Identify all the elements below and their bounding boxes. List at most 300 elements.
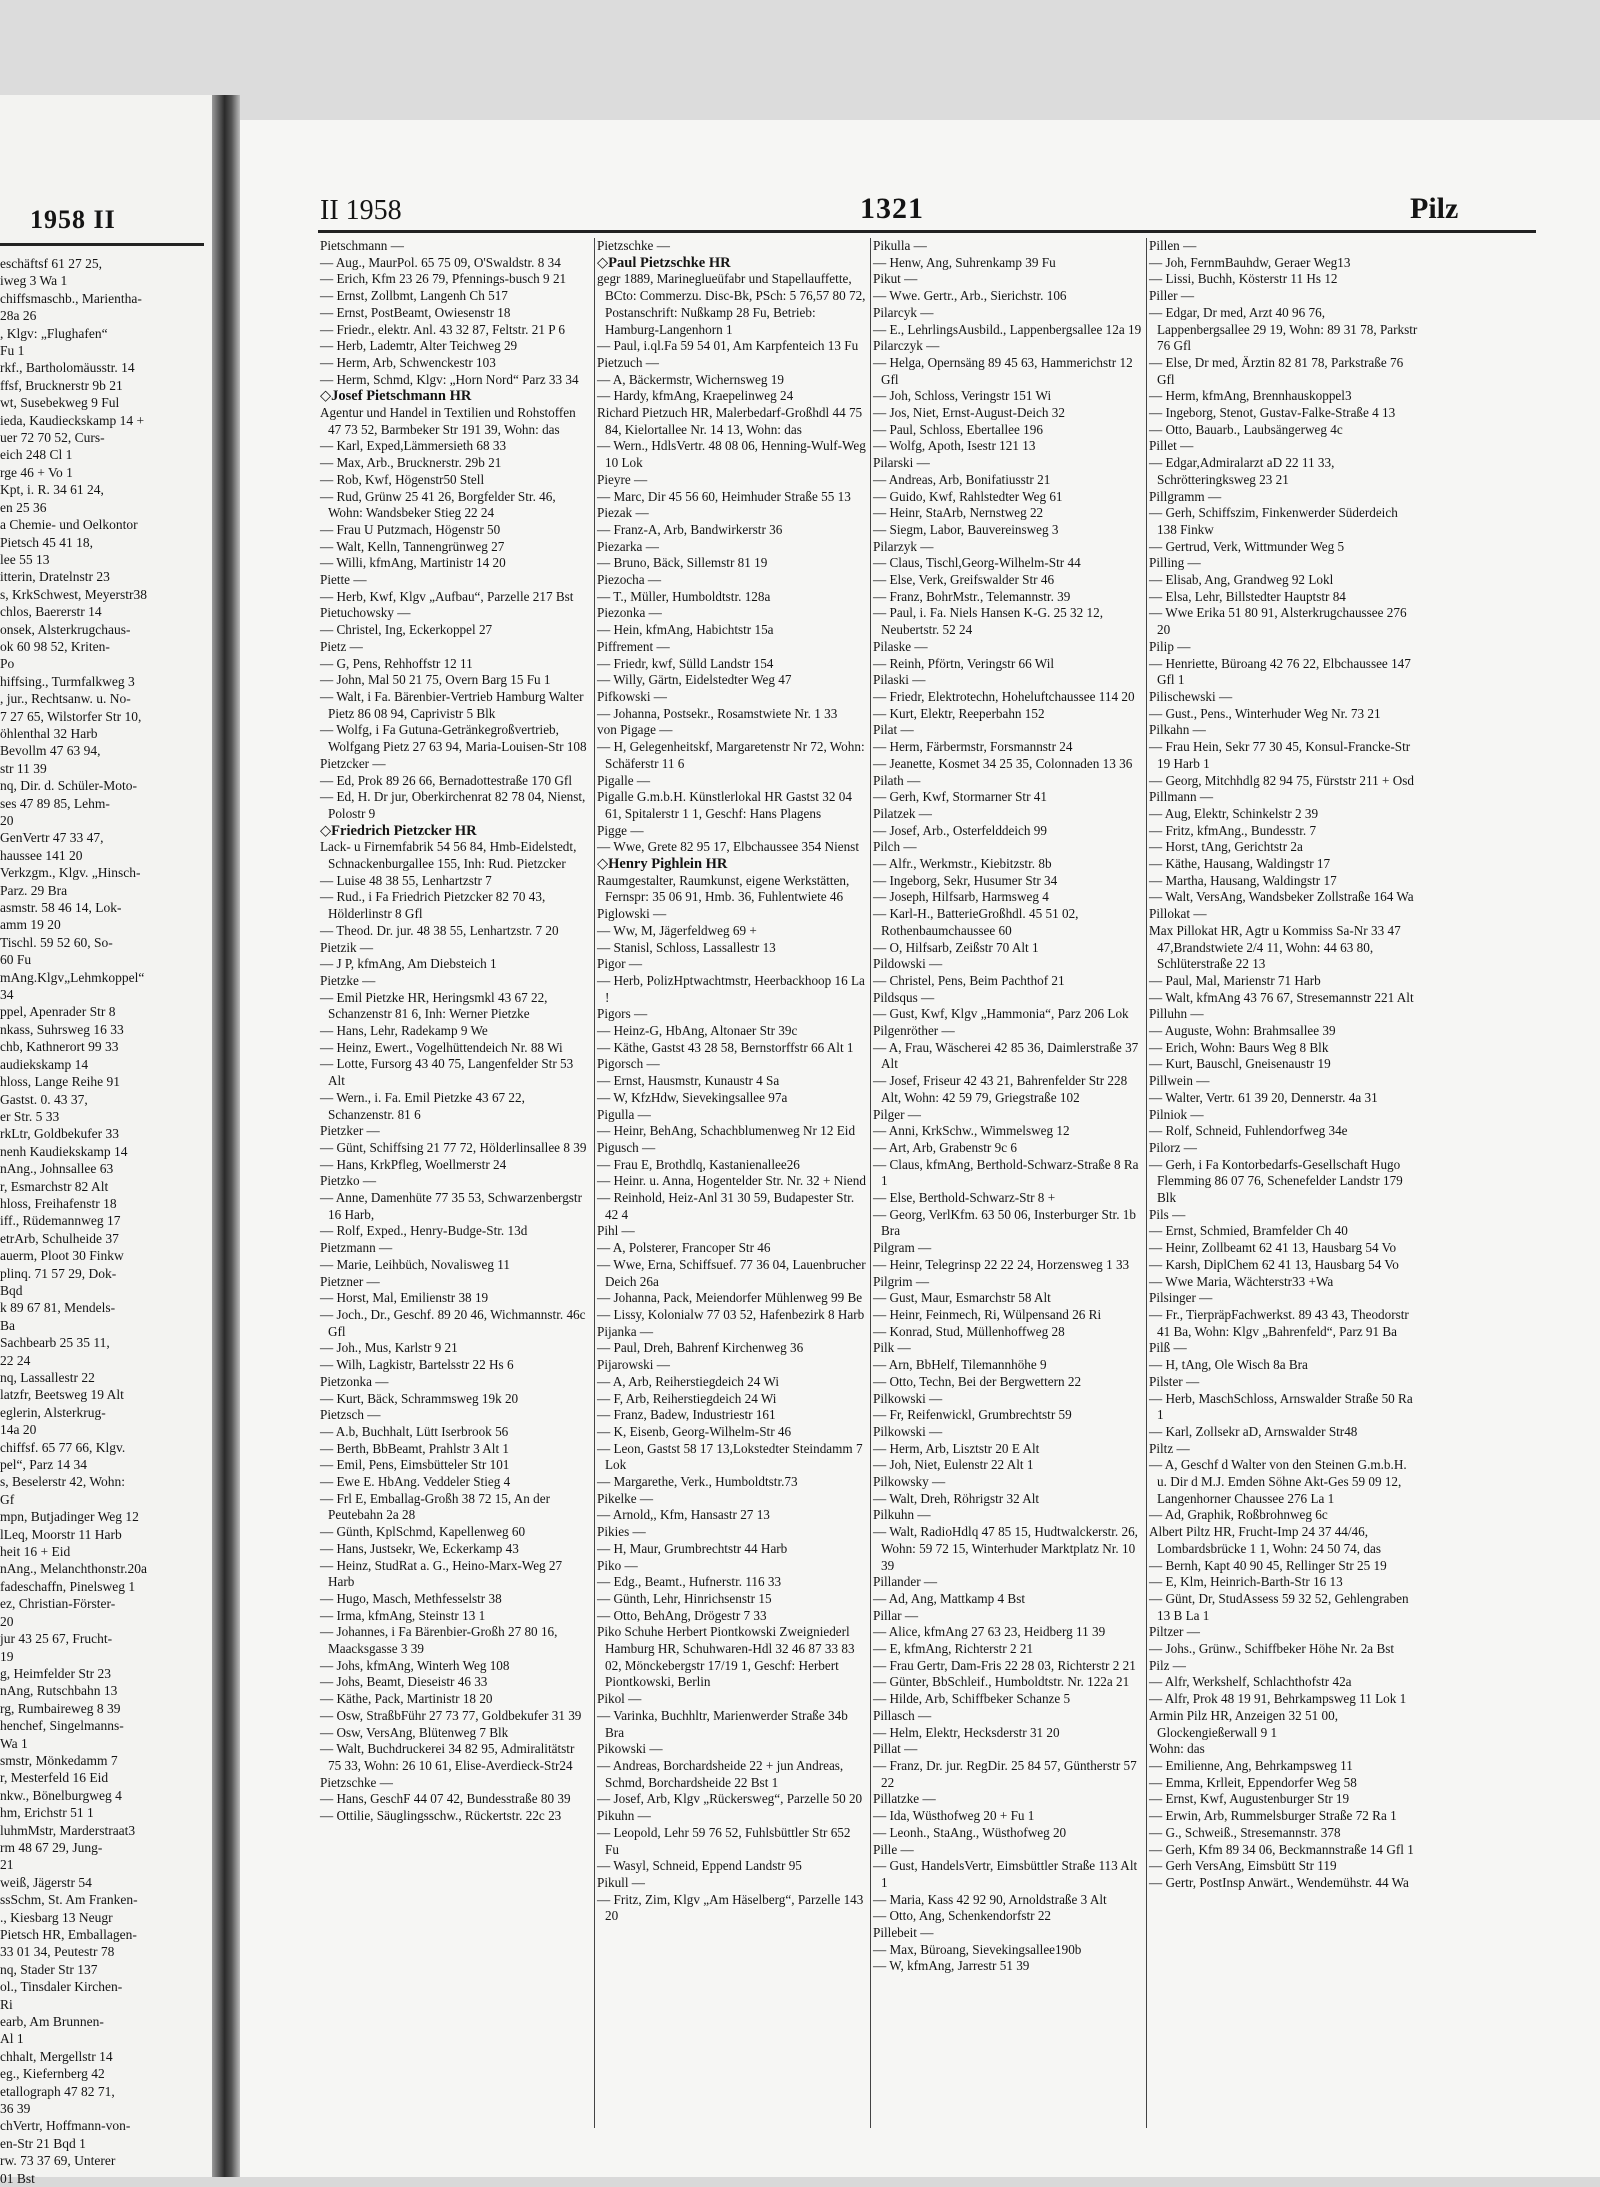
directory-entry: — Rud., i Fa Friedrich Pietzcker 82 70 43, Hölderlinstr 8 Gfl (320, 889, 546, 922)
surname-heading: von Pigage — (597, 722, 673, 738)
facing-page-line: 20 (0, 1613, 14, 1629)
directory-entry: — Ed, H. Dr jur, Oberkirchenrat 82 78 04, Nienst, Polostr 9 (320, 789, 586, 821)
directory-entry: — Hugo, Masch, Methfesselstr 38 (320, 1590, 502, 1606)
facing-page-line: pel“, Parz 14 34 (0, 1457, 87, 1473)
facing-page-line: mpn, Butjadinger Weg 12 (0, 1509, 139, 1525)
surname-heading: Piglowski — (597, 906, 667, 922)
directory-entry: — K, Eisenb, Georg-Wilhelm-Str 46 (597, 1423, 792, 1439)
facing-page-line: öhlenthal 32 Harb (0, 725, 98, 741)
directory-entry: — Wwe Maria, Wächterstr33 +Wa (1149, 1273, 1334, 1289)
directory-entry: — Stanisl, Schloss, Lassallestr 13 (597, 939, 776, 955)
facing-page-line: eglerin, Alsterkrug- (0, 1404, 106, 1420)
directory-entry: gegr 1889, Marineglueüfabr und Stapellauffette, BCto: Commerzu. Disc-Bk, PSch: 5 76,57 80 72, Postanschrift: Nußkamp 28 Fu, Betrieb: Hamburg-Langenhorn 1 (597, 271, 866, 337)
surname-heading: Pilorz — (1149, 1139, 1197, 1155)
directory-entry: — Walter, Vertr. 61 39 20, Dennerstr. 4a 31 (1149, 1089, 1378, 1105)
directory-entry: — Franz, BohrMstr., Telemannstr. 39 (873, 588, 1071, 604)
directory-entry: Max Pillokat HR, Agtr u Kommiss Sa-Nr 33 47 47,Brandstwiete 2/4 11, Wohn: 44 63 80, Schlüterstraße 22 13 (1149, 922, 1401, 972)
surname-heading: Pijanka — (597, 1323, 654, 1339)
surname-heading: Pifkowski — (597, 688, 667, 704)
directory-entry: — Paul, Dreh, Bahrenf Kirchenweg 36 (597, 1340, 804, 1356)
directory-entry: — Bernh, Kapt 40 90 45, Rellinger Str 25 19 (1149, 1557, 1387, 1573)
surname-heading: Pilkowsky — (873, 1474, 946, 1490)
directory-entry: — Käthe, Gastst 43 28 58, Bernstorffstr 66 Alt 1 (597, 1039, 854, 1055)
directory-entry: — Gust, Maur, Esmarchstr 58 Alt (873, 1290, 1051, 1306)
facing-page-line: ., Kiesbarg 13 Neugr (0, 1909, 113, 1925)
directory-entry: — Maria, Kass 42 92 90, Arnoldstraße 3 Alt (873, 1891, 1107, 1907)
directory-entry: — Herm, Arb, Schwenckestr 103 (320, 354, 496, 370)
facing-page-line: nAng., Johnsallee 63 (0, 1161, 114, 1177)
surname-heading: Pietzcker — (320, 755, 386, 771)
directory-entry: — Fritz, kfmAng., Bundesstr. 7 (1149, 822, 1317, 838)
directory-entry: — Wolfg, Apoth, Isestr 121 13 (873, 438, 1036, 454)
facing-page-line: nkass, Suhrsweg 16 33 (0, 1021, 124, 1037)
directory-entry: — Joseph, Hilfsarb, Harmsweg 4 (873, 889, 1049, 905)
directory-entry: — Frau Hein, Sekr 77 30 45, Konsul-Francke-Str 19 Harb 1 (1149, 739, 1411, 771)
directory-entry: — Helga, Opernsäng 89 45 63, Hammerichstr 12 Gfl (873, 354, 1133, 387)
facing-page-line: chhalt, Mergellstr 14 (0, 2048, 113, 2064)
surname-heading: Piltzer — (1149, 1624, 1200, 1640)
surname-heading: Piffrement — (597, 638, 670, 654)
directory-entry: — Arnold,, Kfm, Hansastr 27 13 (597, 1507, 770, 1523)
directory-entry: — O, Hilfsarb, Zeißstr 70 Alt 1 (873, 939, 1039, 955)
directory-entry: — Wilh, Lagkistr, Bartelsstr 22 Hs 6 (320, 1357, 514, 1373)
directory-entry: — A, Geschf d Walter von den Steinen G.m.b.H. u. Dir d M.J. Emden Söhne Akt-Ges 59 09 12, Langenhorner Chaussee 276 La 1 (1149, 1457, 1407, 1506)
surname-heading: Pihl — (597, 1223, 635, 1239)
facing-page-line: Bevollm 47 63 94, (0, 743, 101, 759)
directory-entry: Lack- u Firnemfabrik 54 56 84, Hmb-Eidelstedt, Schnackenburgallee 155, Inh: Rud. Pietzcker (320, 839, 577, 872)
directory-entry: — Karl, Zollsekr aD, Arnswalder Str48 (1149, 1423, 1358, 1439)
facing-page-line: er Str. 5 33 (0, 1108, 60, 1124)
surname-heading: Pietzmann — (320, 1240, 393, 1256)
directory-entry: Richard Pietzuch HR, Malerbedarf-Großhdl 44 75 84, Kielortallee Nr. 14 13, Wohn: das (597, 405, 863, 437)
facing-page-line: nenh Kaudiekskamp 14 (0, 1143, 128, 1159)
directory-entry: — Gust, Kwf, Klgv „Hammonia“, Parz 206 Lok (873, 1006, 1129, 1022)
directory-column-2 (594, 238, 867, 2128)
header-rule (318, 230, 1536, 233)
running-head: Pilz (1410, 192, 1459, 225)
directory-entry: — Willy, Gärtn, Eidelstedter Weg 47 (597, 672, 792, 688)
directory-entry: — Fritz, Zim, Klgv „Am Häselberg“, Parzelle 143 20 (597, 1891, 864, 1924)
directory-entry: — A, Arb, Reiherstiegdeich 24 Wi (597, 1373, 779, 1389)
facing-page-line: ol., Tinsdaler Kirchen- (0, 1979, 123, 1995)
facing-page-line: Fu 1 (0, 343, 25, 359)
facing-page-line: Bqd (0, 1282, 23, 1298)
directory-entry: — Ad, Graphik, Roßbrohnweg 6c (1149, 1507, 1328, 1523)
directory-entry: — Johanna, Postsekr., Rosamstwiete Nr. 1 33 (597, 705, 838, 721)
directory-entry: — Frau Gertr, Dam-Fris 22 28 03, Richterstr 2 21 (873, 1657, 1136, 1673)
facing-page-line: 22 24 (0, 1352, 31, 1368)
directory-entry: — Kurt, Elektr, Reeperbahn 152 (873, 705, 1045, 721)
directory-entry: — Gerh, i Fa Kontorbedarfs-Gesellschaft Hugo Flemming 86 07 76, Schenefelder Landstr 179 Blk (1149, 1156, 1403, 1206)
directory-entry: — Franz, Badew, Industriestr 161 (597, 1407, 776, 1423)
directory-entry: — Wwe, Erna, Schiffsuef. 77 36 04, Lauenbrucher Deich 26a (597, 1256, 866, 1289)
facing-page-line: mAng.Klgv„Lehmkoppel“ (0, 969, 145, 985)
facing-page-line: en 25 36 (0, 499, 47, 515)
directory-entry: — H, tAng, Ole Wisch 8a Bra (1149, 1357, 1308, 1373)
surname-heading: Pieyre — (597, 471, 648, 487)
surname-heading: Pigorsch — (597, 1056, 660, 1072)
facing-page-line: iweg 3 Wa 1 (0, 273, 68, 289)
directory-entry: — Ernst, Zollbmt, Langenh Ch 517 (320, 288, 508, 304)
facing-page-line: ppel, Apenrader Str 8 (0, 1004, 116, 1020)
surname-heading: Pietzsch — (320, 1407, 381, 1423)
directory-entry: — E, Klm, Heinrich-Barth-Str 16 13 (1149, 1574, 1343, 1590)
surname-heading: Pilarzyk — (873, 538, 934, 554)
directory-entry: — Paul, i.ql.Fa 59 54 01, Am Karpfenteich 13 Fu (597, 338, 859, 354)
directory-entry: — Otto, Techn, Bei der Bergwettern 22 (873, 1373, 1082, 1389)
section-header: II 1958 (320, 195, 402, 226)
facing-page-line: a Chemie- und Oelkontor (0, 517, 138, 533)
facing-page-line: etallograph 47 82 71, (0, 2083, 115, 2099)
surname-heading: Pildowski — (873, 956, 943, 972)
facing-page-line: k 89 67 81, Mendels- (0, 1300, 116, 1316)
facing-page-line: 33 01 34, Peutestr 78 (0, 1944, 115, 1960)
directory-entry: — Art, Arb, Grabenstr 9c 6 (873, 1139, 1017, 1155)
directory-entry: — Aug., MaurPol. 65 75 09, O'Swaldstr. 8 34 (320, 254, 561, 270)
facing-page-line: asmstr. 58 46 14, Lok- (0, 900, 122, 916)
facing-page-line: rge 46 + Vo 1 (0, 464, 73, 480)
directory-entry: — Aug, Elektr, Schinkelstr 2 39 (1149, 805, 1319, 821)
directory-entry: — Bruno, Bäck, Sillemstr 81 19 (597, 555, 768, 571)
directory-entry: — Max, Büroang, Sievekingsallee190b (873, 1941, 1082, 1957)
surname-heading: Pilarczyk — (873, 338, 940, 354)
directory-entry: — Leon, Gastst 58 17 13,Lokstedter Steindamm 7 Lok (597, 1440, 863, 1473)
directory-entry: — Erich, Kfm 23 26 79, Pfennings-busch 9 21 (320, 271, 567, 287)
directory-entry: — Lissy, Kolonialw 77 03 52, Hafenbezirk 8 Harb (597, 1307, 865, 1322)
facing-page-line: hm, Erichstr 51 1 (0, 1805, 94, 1821)
surname-heading: Pietzko — (320, 1173, 377, 1189)
directory-entry: — Max, Arb., Brucknerstr. 29b 21 (320, 455, 502, 471)
directory-entry: — Gerh, Kwf, Stormarner Str 41 (873, 789, 1047, 805)
directory-entry: Agentur und Handel in Textilien und Rohstoffen 47 73 52, Barmbeker Str 191 39, Wohn: das (320, 405, 576, 437)
facing-page-line: henchef, Singelmanns- (0, 1718, 124, 1734)
company-entry: ◇ Josef Pietschmann HR (318, 388, 590, 405)
directory-entry: — Wolfg, i Fa Gutuna-Getränkegroßvertrieb, Wolfgang Pietz 27 63 94, Maria-Louisen-Str 108 (320, 722, 587, 755)
surname-heading: Pilgenröther — (873, 1023, 955, 1039)
directory-entry: — Alice, kfmAng 27 63 23, Heidberg 11 39 (873, 1624, 1106, 1640)
surname-heading: Pietzuch — (597, 354, 659, 370)
directory-entry: — Heinr, Feinmech, Ri, Wülpensand 26 Ri (873, 1307, 1102, 1322)
directory-entry: — Gerh VersAng, Eimsbütt Str 119 (1149, 1858, 1337, 1874)
directory-entry: — Paul, i. Fa. Niels Hansen K-G. 25 32 12, Neubertstr. 52 24 (873, 605, 1104, 638)
directory-entry: — Franz-A, Arb, Bandwirkerstr 36 (597, 521, 783, 537)
directory-entry: Wohn: das (1149, 1741, 1205, 1757)
directory-entry: — Elisab, Ang, Grandweg 92 Lokl (1149, 572, 1334, 588)
facing-page-line: Kpt, i. R. 34 61 24, (0, 482, 104, 498)
directory-entry: — Georg, Mitchhdlg 82 94 75, Fürststr 211 + Osd (1149, 772, 1414, 788)
surname-heading: Pilkowski — (873, 1390, 943, 1406)
facing-page-line: rg, Rumbaireweg 8 39 (0, 1700, 121, 1716)
directory-entry: — Ww, M, Jägerfeldweg 69 + (597, 922, 757, 938)
facing-page-line: Al 1 (0, 2031, 24, 2047)
directory-entry: — Hans, Justsekr, We, Eckerkamp 43 (320, 1540, 519, 1556)
facing-page-line: ffsf, Brucknerstr 9b 21 (0, 377, 123, 393)
directory-entry: — Wwe Erika 51 80 91, Alsterkrugchaussee 276 20 (1149, 605, 1407, 638)
facing-page-line: , jur., Rechtsanw. u. No- (0, 691, 131, 707)
directory-entry: — Heinr, BehAng, Schachblumenweg Nr 12 Eid (597, 1123, 856, 1139)
surname-heading: Pilarcyk — (873, 304, 934, 320)
surname-heading: Pigor — (597, 956, 643, 972)
directory-entry: — Margarethe, Verk., Humboldtstr.73 (597, 1474, 798, 1490)
surname-heading: Pilgram — (873, 1240, 932, 1256)
directory-entry: — Arn, BbHelf, Tilemannhöhe 9 (873, 1357, 1047, 1373)
facing-page-line: hloss, Lange Reihe 91 (0, 1074, 120, 1090)
surname-heading: Pilgrim — (873, 1273, 930, 1289)
directory-entry: — Alfr, Prok 48 19 91, Behrkampsweg 11 Lok 1 (1149, 1691, 1407, 1707)
directory-entry: — H, Maur, Grumbrechtstr 44 Harb (597, 1540, 788, 1556)
directory-entry: — Varinka, Buchhltr, Marienwerder Straße 34b Bra (597, 1707, 848, 1740)
directory-entry: — Willi, kfmAng, Martinistr 14 20 (320, 555, 506, 571)
surname-heading: Pigalle — (597, 772, 651, 788)
facing-page-line: nAng, Rutschbahn 13 (0, 1683, 118, 1699)
facing-page-line: ez, Christian-Förster- (0, 1596, 116, 1612)
directory-entry: — Gertr, PostInsp Anwärt., Wendemühstr. 44 Wa (1149, 1874, 1409, 1890)
directory-entry: — Hans, Lehr, Radekamp 9 We (320, 1023, 488, 1039)
directory-entry: — Herb, Lademtr, Alter Teichweg 29 (320, 338, 518, 354)
facing-page-line: auerm, Ploot 30 Finkw (0, 1248, 124, 1264)
surname-heading: Piezak — (597, 505, 649, 521)
directory-entry: — Ernst, Hausmstr, Kunaustr 4 Sa (597, 1073, 780, 1089)
directory-entry: — Ernst, Kwf, Augustenburger Str 19 (1149, 1791, 1350, 1807)
directory-entry: — Marie, Leihbüch, Novalisweg 11 (320, 1256, 510, 1272)
facing-page-column (0, 255, 204, 2186)
directory-entry: — A, Bäckermstr, Wichernsweg 19 (597, 371, 784, 387)
facing-page-line: nq, Lassallestr 22 (0, 1370, 95, 1385)
facing-page-line: weiß, Jägerstr 54 (0, 1874, 92, 1890)
surname-heading: Piette — (320, 572, 367, 588)
facing-page-line: GenVertr 47 33 47, (0, 830, 104, 846)
surname-heading: Pillwein — (1149, 1073, 1210, 1089)
facing-page-line: Po (0, 656, 15, 672)
directory-entry: — Josef, Arb., Osterfelddeich 99 (873, 822, 1047, 838)
directory-entry: — Hardy, kfmAng, Kraepelinweg 24 (597, 388, 794, 404)
directory-entry: — Herb, Kwf, Klgv „Aufbau“, Parzelle 217 Bst (320, 588, 574, 604)
surname-heading: Pillokat — (1149, 906, 1207, 922)
directory-entry: — Johs., Grünw., Schiffbeker Höhe Nr. 2a Bst (1149, 1641, 1395, 1657)
directory-entry: — Herb, MaschSchloss, Arnswalder Straße 50 Ra 1 (1149, 1390, 1413, 1423)
directory-entry: — Emilienne, Ang, Behrkampsweg 11 (1149, 1757, 1353, 1773)
directory-entry: — Gerh, Kfm 89 34 06, Beckmannstraße 14 Gfl 1 (1149, 1841, 1414, 1857)
directory-entry: — Andreas, Arb, Bonifatiusstr 21 (873, 471, 1051, 487)
directory-entry: — Wwe, Grete 82 95 17, Elbchaussee 354 Nienst (597, 839, 859, 855)
surname-heading: Pikies — (597, 1524, 646, 1540)
directory-entry: — Elsa, Lehr, Billstedter Hauptstr 84 (1149, 588, 1346, 604)
surname-heading: Pikowski — (597, 1741, 663, 1757)
surname-heading: Pilster — (1149, 1373, 1200, 1389)
surname-heading: Pietzner — (320, 1273, 380, 1289)
directory-entry: — F, Arb, Reiherstiegdeich 24 Wi (597, 1390, 777, 1406)
surname-heading: Piltz — (1149, 1440, 1190, 1456)
surname-heading: Pikull — (597, 1874, 645, 1890)
directory-entry: — Erwin, Arb, Rummelsburger Straße 72 Ra 1 (1149, 1808, 1397, 1824)
facing-page-line: r, Esmarchstr 82 Alt (0, 1178, 109, 1194)
directory-entry: — Kurt, Bauschl, Gneisenaustr 19 (1149, 1056, 1331, 1072)
directory-entry: Armin Pilz HR, Anzeigen 32 51 00, Glockengießerwall 9 1 (1149, 1707, 1339, 1740)
surname-heading: Pikulla — (873, 238, 927, 253)
directory-entry: — Käthe, Pack, Martinistr 18 20 (320, 1691, 493, 1707)
directory-entry: — Heinr, StaArb, Nernstweg 22 (873, 505, 1044, 521)
directory-entry: — Walt, RadioHdlq 47 85 15, Hudtwalckerstr. 26, Wohn: 59 72 15, Winterhuder Marktplatz Nr. 10 39 (873, 1524, 1138, 1573)
surname-heading: Pilaski — (873, 672, 926, 688)
surname-heading: Pillat — (873, 1741, 918, 1757)
directory-entry: — Jeanette, Kosmet 34 25 35, Colonnaden 13 36 (873, 755, 1133, 771)
facing-page-line: Parz. 29 Bra (0, 882, 68, 898)
directory-entry: — Friedr., elektr. Anl. 43 32 87, Feltstr. 21 P 6 (320, 321, 565, 337)
directory-entry: — Rolf, Schneid, Fuhlendorfweg 34e (1149, 1123, 1348, 1139)
directory-entry: — Reinhold, Heiz-Anl 31 30 59, Budapester Str. 42 4 (597, 1190, 855, 1222)
facing-page-line: chiffsf. 65 77 66, Klgv. (0, 1439, 126, 1455)
directory-entry: — Emil, Pens, Eimsbütteler Str 101 (320, 1457, 510, 1473)
directory-entry: — J P, kfmAng, Am Diebsteich 1 (320, 956, 497, 972)
facing-page-header: 1958 II (30, 205, 116, 234)
directory-entry: — Otto, Ang, Schenkendorfstr 22 (873, 1908, 1052, 1924)
directory-entry: Piko Schuhe Herbert Piontkowski Zweigniederl Hamburg HR, Schuhwaren-Hdl 32 46 87 33 83 02, Mönckebergstr 17/19 1, Geschf: Herbert Piontkowski, Berlin (597, 1624, 855, 1690)
directory-entry: — Friedr, kwf, Sülld Landstr 154 (597, 655, 774, 671)
facing-page-line: ieda, Kaudieckskamp 14 + (0, 412, 145, 428)
facing-page-line: fadeschaffn, Pinelsweg 1 (0, 1578, 136, 1594)
facing-page-line: en-Str 21 Bqd 1 (0, 2135, 86, 2151)
surname-heading: Pigors — (597, 1006, 648, 1022)
directory-entry: — Osw, VersAng, Blütenweg 7 Blk (320, 1724, 509, 1740)
facing-page-line: g, Heimfelder Str 23 (0, 1665, 111, 1681)
directory-entry: — Alfr., Werkmstr., Kiebitzstr. 8b (873, 856, 1052, 872)
facing-page-edge (0, 95, 212, 2186)
directory-entry: — Leonh., StaAng., Wüsthofweg 20 (873, 1824, 1067, 1840)
surname-heading: Pilz — (1149, 1657, 1186, 1673)
directory-entry: — H, Gelegenheitskf, Margaretenstr Nr 72, Wohn: Schäferstr 11 6 (597, 739, 865, 771)
directory-entry: — A, Polsterer, Francoper Str 46 (597, 1240, 771, 1256)
directory-entry: — Frau U Putzmach, Högenstr 50 (320, 521, 501, 537)
surname-heading: Pilkuhn — (873, 1507, 931, 1523)
surname-heading: Pilkowski — (873, 1423, 943, 1439)
surname-heading: Pilß — (1149, 1340, 1187, 1356)
directory-entry: — Johannes, i Fa Bärenbier-Großh 27 80 16, Maacksgasse 3 39 (320, 1624, 558, 1657)
directory-entry: — Else, Berthold-Schwarz-Str 8 + (873, 1190, 1056, 1206)
facing-page-line: Wa 1 (0, 1735, 28, 1751)
surname-heading: Pilaske — (873, 638, 928, 654)
directory-column-3 (870, 238, 1143, 2128)
directory-entry: — Marc, Dir 45 56 60, Heimhuder Straße 55 13 (597, 488, 851, 504)
facing-page-line: hiffsing., Turmfalkweg 3 (0, 673, 135, 689)
directory-entry: — Walt, i Fa. Bärenbier-Vertrieb Hamburg Walter Pietz 86 08 94, Caprivistr 5 Blk (320, 688, 584, 721)
surname-heading: Pilluhn — (1149, 1006, 1204, 1022)
directory-entry: — Herm, Schmd, Klgv: „Horn Nord“ Parz 33 34 (320, 371, 579, 387)
directory-entry: — Heinz-G, HbAng, Altonaer Str 39c (597, 1023, 798, 1039)
directory-entry: — Gust., Pens., Winterhuder Weg Nr. 73 21 (1149, 705, 1381, 721)
surname-heading: Pille — (873, 1841, 914, 1857)
directory-entry: — Erich, Wohn: Baurs Weg 8 Blk (1149, 1039, 1329, 1055)
directory-entry: — Ottilie, Säuglingsschw., Rückertstr. 22c 23 (320, 1808, 562, 1824)
directory-entry: — Lissi, Buchh, Kösterstr 11 Hs 12 (1149, 271, 1338, 287)
directory-entry: — Wern., HdlsVertr. 48 08 06, Henning-Wulf-Weg 10 Lok (597, 438, 866, 471)
directory-entry: — Joch., Dr., Geschf. 89 20 46, Wichmannstr. 46c Gfl (320, 1307, 586, 1339)
surname-heading: Pilling — (1149, 555, 1201, 571)
facing-page-line: Ba (0, 1317, 15, 1333)
directory-entry: — Paul, Mal, Marienstr 71 Harb (1149, 972, 1321, 988)
directory-entry: — Ad, Ang, Mattkamp 4 Bst (873, 1590, 1026, 1606)
directory-entry: — Rud, Grünw 25 41 26, Borgfelder Str. 46, Wohn: Wandsbeker Stieg 22 24 (320, 488, 556, 521)
facing-page-line: rkf., Bartholomäusstr. 14 (0, 360, 135, 376)
directory-entry: — W, KfzHdw, Sievekingsallee 97a (597, 1089, 788, 1105)
directory-columns (318, 238, 1536, 2128)
facing-page-line: nq, Dir. d. Schüler-Moto- (0, 778, 137, 794)
surname-heading: Pietzonka — (320, 1373, 389, 1389)
directory-entry: — Karl, Exped,Lämmersieth 68 33 (320, 438, 507, 454)
directory-entry: — Josef, Friseur 42 43 21, Bahrenfelder Str 228 Alt, Wohn: 42 59 79, Griegstraße 102 (873, 1073, 1128, 1105)
directory-entry: — Reinh, Pförtn, Veringstr 66 Wil (873, 655, 1055, 671)
directory-entry: — Käthe, Hausang, Waldingstr 17 (1149, 856, 1331, 872)
directory-entry: — Wern., i. Fa. Emil Pietzke 43 67 22, Schanzenstr. 81 6 (320, 1089, 525, 1122)
surname-heading: Pildsqus — (873, 989, 935, 1005)
directory-entry: — Konrad, Stud, Müllenhoffweg 28 (873, 1323, 1065, 1339)
directory-entry: — Heinz, StudRat a. G., Heino-Marx-Weg 27 Harb (320, 1557, 563, 1590)
directory-entry: — Walt, Buchdruckerei 34 82 95, Admiralitätstr 75 33, Wohn: 26 10 61, Elise-Averdieck-Str24 (320, 1741, 575, 1773)
directory-entry: — Walt, VersAng, Wandsbeker Zollstraße 164 Wa (1149, 889, 1414, 905)
surname-heading: Pilsinger — (1149, 1290, 1213, 1306)
facing-page-header-rule (0, 243, 204, 246)
directory-entry: — Ernst, PostBeamt, Owiesenstr 18 (320, 304, 511, 320)
directory-entry: — Helm, Elektr, Hecksderstr 31 20 (873, 1724, 1060, 1740)
directory-entry: — Jos, Niet, Ernst-August-Deich 32 (873, 405, 1065, 421)
directory-entry: — Guido, Kwf, Rahlstedter Weg 61 (873, 488, 1063, 504)
surname-heading: Pillet — (1149, 438, 1194, 454)
facing-page-line: 7 27 65, Wilstorfer Str 10, (0, 708, 142, 724)
company-entry: ◇ Friedrich Pietzcker HR (318, 823, 590, 840)
directory-entry: — Heinr, Telegrinsp 22 22 24, Horzensweg 1 33 (873, 1256, 1130, 1272)
surname-heading: Pietschmann — (320, 238, 404, 253)
directory-entry: — Luise 48 38 55, Lenhartzstr 7 (320, 872, 492, 888)
directory-entry: — Claus, Tischl,Georg-Wilhelm-Str 44 (873, 555, 1081, 571)
surname-heading: Piezocha — (597, 572, 662, 588)
facing-page-line: smstr, Mönkedamm 7 (0, 1752, 118, 1768)
directory-entry: — Auguste, Wohn: Brahmsallee 39 (1149, 1023, 1336, 1039)
directory-entry: — W, kfmAng, Jarrestr 51 39 (873, 1958, 1030, 1974)
directory-entry: — Günth, KplSchmd, Kapellenweg 60 (320, 1524, 526, 1540)
directory-entry: — Ingeborg, Sekr, Husumer Str 34 (873, 872, 1058, 888)
facing-page-line: lee 55 13 (0, 551, 50, 567)
facing-page-line: rw. 73 37 69, Unterer (0, 2153, 116, 2169)
surname-heading: Pillander — (873, 1574, 938, 1590)
facing-page-line: chlos, Baererstr 14 (0, 604, 102, 620)
directory-entry: — Kurt, Bäck, Schrammsweg 19k 20 (320, 1390, 519, 1406)
facing-page-line: ok 60 98 52, Kriten- (0, 638, 110, 654)
directory-column-1 (318, 238, 590, 2128)
directory-entry: — Herm, Arb, Lisztstr 20 E Alt (873, 1440, 1040, 1456)
facing-page-line: luhmMstr, Marderstraat3 (0, 1822, 136, 1838)
facing-page-line: Tischl. 59 52 60, So- (0, 934, 113, 950)
facing-page-line: 28a 26 (0, 308, 37, 324)
directory-entry: — Gertrud, Verk, Wittmunder Weg 5 (1149, 538, 1345, 554)
facing-page-line: hloss, Freihafenstr 18 (0, 1195, 117, 1211)
directory-entry: — Edgar, Dr med, Arzt 40 96 76, Lappenbergsallee 29 19, Wohn: 89 31 78, Parkstr 76 Gfl (1149, 304, 1418, 354)
directory-entry: — Claus, kfmAng, Berthold-Schwarz-Straße 8 Ra 1 (873, 1156, 1139, 1189)
directory-entry: — Anni, KrkSchw., Wimmelsweg 12 (873, 1123, 1070, 1139)
facing-page-line: s, KrkSchwest, Meyerstr38 (0, 586, 147, 602)
directory-entry: — Johs, kfmAng, Winterh Weg 108 (320, 1657, 510, 1673)
surname-heading: Pillar — (873, 1607, 919, 1623)
directory-entry: — Heinz, Ewert., Vogelhüttendeich Nr. 88 Wi (320, 1039, 563, 1055)
directory-entry: — Ida, Wüsthofweg 20 + Fu 1 (873, 1808, 1035, 1824)
company-entry: ◇ Paul Pietzschke HR (595, 255, 867, 272)
facing-page-line: s, Beselerstr 42, Wohn: (0, 1474, 126, 1490)
facing-page-line: Pietsch 45 41 18, (0, 534, 93, 550)
facing-page-line: onsek, Alsterkrugchaus- (0, 621, 131, 637)
surname-heading: Pillebeit — (873, 1925, 934, 1941)
surname-heading: Piezarka — (597, 538, 659, 554)
facing-page-line: Verkzgm., Klgv. „Hinsch- (0, 865, 141, 881)
directory-entry: — E, kfmAng, Richterstr 2 21 (873, 1641, 1034, 1657)
facing-page-line: uer 72 70 52, Curs- (0, 430, 105, 446)
